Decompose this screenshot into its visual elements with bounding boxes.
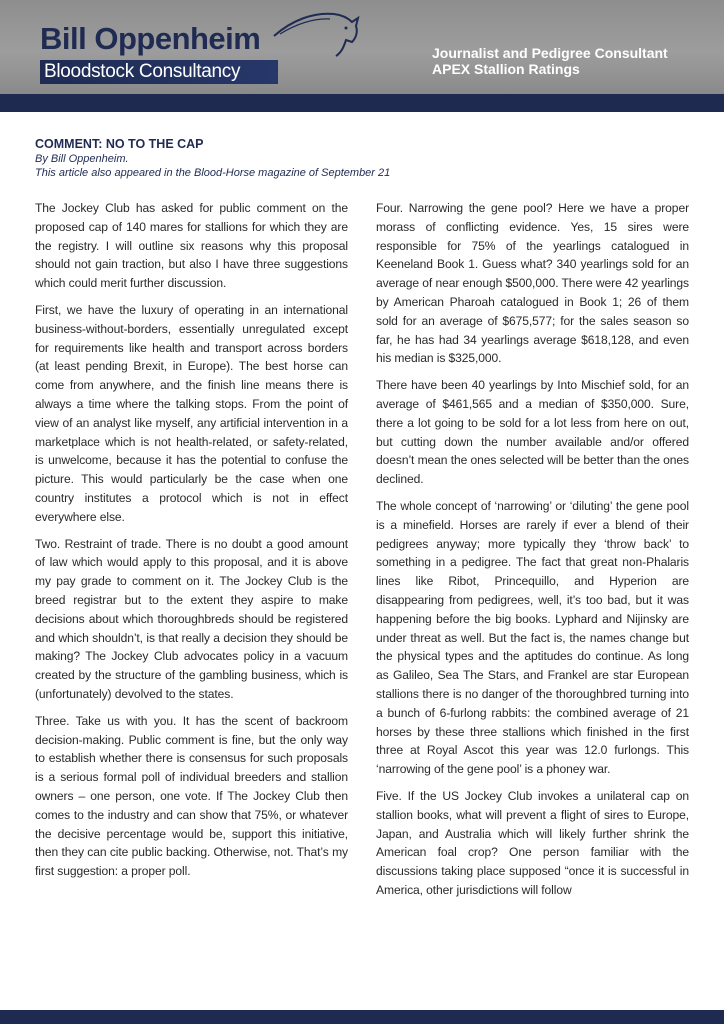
tagline-line-2: APEX Stallion Ratings <box>432 61 580 77</box>
footer-band <box>0 1010 724 1024</box>
tagline-line-1: Journalist and Pedigree Consultant <box>432 45 668 61</box>
paragraph: The whole concept of ‘narrowing’ or ‘diluting’ the gene pool is a minefield. Horses are rarely if ever a blend of their pedigrees anyway; more typically they ‘throw back’ to something in a pedigree. The fact that great non-Phalaris lines like Ribot, Princequillo, and Hyperion are disappearing from pedigrees, well, it’s too bad, but it was happening before the big books. Lyphard and Nijinsky are under threat as well. But the fact is, the names change but the physical types and the aptitudes do continue. As long as Galileo, Sea The Stars, and Frankel are star European stallions there is no danger of the thoroughbred turning into a bunch of 6-furlong rabbits: the combined average of 21 horses by these three stallions which finished in the first three at Royal Ascot this year was 12.0 furlongs. This ‘narrowing of the gene pool’ is a phoney war. <box>376 498 689 777</box>
paragraph: Five. If the US Jockey Club invokes a unilateral cap on stallion books, what will prevent a flight of sires to Europe, Japan, and Australia which will likely further shrink the American foal crop? One person familiar with the discussions taking place supposed “once it is successful in America, other jurisdictions will follow <box>376 788 689 897</box>
paragraph: First, we have the luxury of operating in an international business-without-borders, essentially unregulated except for requirements like health and transport across borders (at least pending Brexit, in Europe). The best horse can come from anywhere, and the finish line means there is always a time where the talking stops. From the point of view of an analyst like myself, any artificial intervention in a marketplace which is not health-related, or safety-related, is unwelcome, because it has the potential to confuse the picture. This would particularly be the case when one country institutes a protocol which is not in effect everywhere else. <box>35 302 348 524</box>
article-title: COMMENT: NO TO THE CAP <box>35 137 204 151</box>
article-column-right <box>376 199 689 908</box>
article-heading <box>35 136 685 180</box>
paragraph: There have been 40 yearlings by Into Mischief sold, for an average of $461,565 and a median of $350,000. Sure, there a lot going to be sold for a lot less from here on out, but cutting down the number available and/or offered doesn’t mean the ones selected will be better than the ones declined. <box>376 378 689 487</box>
paragraph: Four. Narrowing the gene pool? Here we have a proper morass of conflicting evidence. Yes, 15 sires were responsible for 75% of the yearlings catalogued in Keeneland Book 1. Guess what? 340 yearlings sold for an average of near enough $500,000. There were 42 yearlings by American Pharoah catalogued in Book 1; 26 of them sold for an average of $675,577; for the sales season so far, he has had 34 yearlings average $618,128, and even his median is $325,000. <box>376 201 689 366</box>
article-column-left <box>35 199 348 889</box>
paragraph: Two. Restraint of trade. There is no doubt a good amount of law which would apply to this proposal, and it is above my pay grade to comment on it. The Jockey Club is the breed registrar but to the extent they aspire to make decisions about which thoroughbreds should be registered and which shouldn’t, is that really a decision they should be making? The Jockey Club advocates policy in a vacuum created by the structure of the gambling business, which is (unfortunately) devolved to the states. <box>35 536 348 701</box>
tagline <box>432 45 712 77</box>
horse-head-icon <box>272 6 362 60</box>
byline: By Bill Oppenheim. <box>35 153 129 165</box>
brand-name: Bill Oppenheim <box>40 21 261 56</box>
paragraph: The Jockey Club has asked for public comment on the proposed cap of 140 mares for stallions for which they are the registry. I will outline six reasons why this proposal should not gain traction, but also I have three suggestions which could merit further discussion. <box>35 201 348 291</box>
publication-note: This article also appeared in the Blood-Horse magazine of September 21 <box>35 167 391 179</box>
paragraph: Three. Take us with you. It has the scent of backroom decision-making. Public comment is fine, but the only way to establish whether there is consensus for such proposals is a serious formal poll of individual breeders and stallion owners – one person, one vote. If The Jockey Club then comes to the industry and can show that 75%, or whatever the decisive percentage would be, support this initiative, then they can cite public backing. Otherwise, not. That’s my first suggestion: a proper poll. <box>35 713 348 879</box>
brand-subtitle: Bloodstock Consultancy <box>40 60 278 84</box>
header-band <box>0 94 724 112</box>
page-header <box>0 0 724 94</box>
